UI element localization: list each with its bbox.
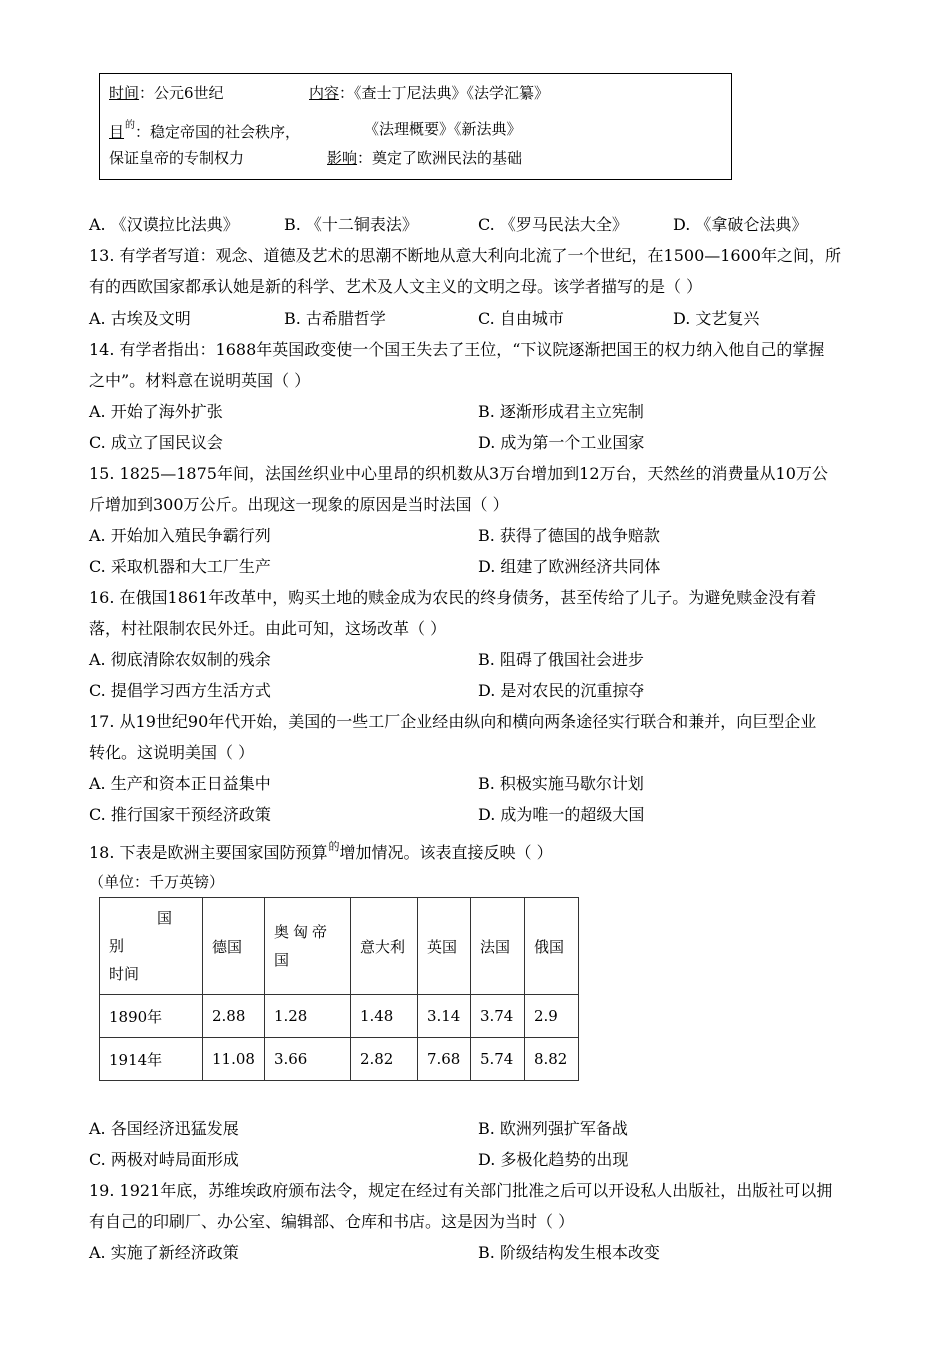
- q12-option-c: C. 《罗马民法大全》: [478, 215, 628, 234]
- table-row: [100, 995, 579, 1038]
- corner-country-char: 国: [157, 909, 173, 927]
- q18-option-c: C. 两极对峙局面形成: [89, 1150, 239, 1169]
- q15-stem-line-1: 15. 1825—1875年间，法国丝织业中心里昂的织机数从3万台增加到12万台，天然丝的消费量从10万公: [89, 464, 828, 483]
- q13-option-d: D. 文艺复兴: [673, 309, 760, 328]
- q18-stem: [89, 838, 553, 863]
- q19-stem-line-1: 19. 1921年底，苏维埃政府颁布法令，规定在经过有关部门批准之后可以开设私人出版社，出版社可以拥: [89, 1181, 833, 1200]
- impact-value: ：奠定了欧洲民法的基础: [357, 149, 523, 167]
- q13-option-a: A. 古埃及文明: [89, 309, 191, 328]
- table-corner-cell: [100, 898, 203, 995]
- q17-stem-line-1: 17. 从19世纪90年代开始，美国的一些工厂企业经由纵向和横向两条途径实行联合和兼并，向巨型企业: [89, 712, 817, 731]
- q13-stem-line-2: 有的西欧国家都承认她是新的科学、艺术及人文主义的文明之母。该学者描写的是（ ）: [89, 277, 703, 296]
- q13-stem-line-1: 13. 有学者写道：观念、道德及艺术的思潮不断地从意大利向北流了一个世纪，在1500—1600年之间，所: [89, 246, 841, 265]
- q16-option-d: D. 是对农民的沉重掠夺: [478, 681, 645, 700]
- content-label: 内容: [309, 84, 340, 102]
- q16-option-c: C. 提倡学习西方生活方式: [89, 681, 271, 700]
- row-year-1890: 1890年: [100, 995, 203, 1038]
- q14-option-c: C. 成立了国民议会: [89, 433, 223, 452]
- q19-option-b: B. 阶级结构发生根本改变: [478, 1243, 660, 1262]
- time-value: ：公元6世纪: [139, 84, 224, 102]
- q14-stem-line-2: 之中”。材料意在说明英国（ ）: [89, 371, 311, 390]
- header-germany: 德国: [203, 898, 265, 995]
- q17-option-b: B. 积极实施马歇尔计划: [478, 774, 644, 793]
- purpose-row: [109, 116, 300, 142]
- header-britain: 英国: [417, 898, 470, 995]
- content-value-2: 《法理概要》《新法典》: [364, 120, 522, 138]
- q12-option-b: B. 《十二铜表法》: [284, 215, 418, 234]
- q18-option-d: D. 多极化趋势的出现: [478, 1150, 629, 1169]
- q13-option-b: B. 古希腊哲学: [284, 309, 386, 328]
- q15-option-a: A. 开始加入殖民争霸行列: [89, 526, 271, 545]
- q14-option-b: B. 逐渐形成君主立宪制: [478, 402, 644, 421]
- table-cell: 11.08: [203, 1038, 265, 1081]
- header-austria-hungary: [264, 898, 350, 995]
- corner-time-label: 时间: [109, 965, 140, 983]
- q18-unit-note: （单位：千万英镑）: [89, 873, 225, 891]
- q19-stem-line-2: 有自己的印刷厂、办公室、编辑部、仓库和书店。这是因为当时（ ）: [89, 1212, 575, 1231]
- header-italy: 意大利: [350, 898, 417, 995]
- time-label: 时间: [109, 84, 140, 102]
- q16-option-b: B. 阻碍了俄国社会进步: [478, 650, 644, 669]
- purpose-row-2: [109, 147, 244, 168]
- q14-stem-line-1: 14. 有学者指出：1688年英国政变使一个国王失去了王位，“下议院逐渐把国王的权力纳入他自己的掌握: [89, 340, 825, 359]
- table-cell: 1.28: [264, 995, 350, 1038]
- q16-option-a: A. 彻底清除农奴制的残余: [89, 650, 271, 669]
- table-cell: 7.68: [417, 1038, 470, 1081]
- roman-law-info-box: [99, 73, 732, 180]
- q16-stem-line-2: 落，村社限制农民外迁。由此可知，这场改革（ ）: [89, 619, 447, 638]
- q15-option-d: D. 组建了欧洲经济共同体: [478, 557, 661, 576]
- q15-option-c: C. 采取机器和大工厂生产: [89, 557, 271, 576]
- q13-option-c: C. 自由城市: [478, 309, 564, 328]
- table-cell: 1.48: [350, 995, 417, 1038]
- content-row-2: [364, 118, 522, 139]
- q15-stem-line-2: 斤增加到300万公斤。出现这一现象的原因是当时法国（ ）: [89, 495, 509, 514]
- q17-option-c: C. 推行国家干预经济政策: [89, 805, 271, 824]
- table-cell: 8.82: [524, 1038, 578, 1081]
- header-france: 法国: [470, 898, 524, 995]
- impact-label: 影响: [327, 149, 358, 167]
- q17-option-d: D. 成为唯一的超级大国: [478, 805, 645, 824]
- table-row: [100, 1038, 579, 1081]
- table-cell: 2.9: [524, 995, 578, 1038]
- purpose-value: ：稳定帝国的社会秩序，: [135, 123, 301, 141]
- table-cell: 5.74: [470, 1038, 524, 1081]
- purpose-small-char: 的: [125, 120, 136, 131]
- q14-option-d: D. 成为第一个工业国家: [478, 433, 645, 452]
- table-cell: 3.14: [417, 995, 470, 1038]
- q18-stem-pre: 18. 下表是欧洲主要国家国防预算: [89, 843, 328, 862]
- purpose-label: 目: [109, 123, 125, 141]
- table-cell: 2.82: [350, 1038, 417, 1081]
- time-row: [109, 82, 224, 103]
- table-header-row: [100, 898, 579, 995]
- q18-stem-small-char: 的: [328, 840, 340, 853]
- defense-budget-table: [99, 897, 579, 1081]
- purpose-value-2: 保证皇帝的专制权力: [109, 149, 245, 167]
- q14-option-a: A. 开始了海外扩张: [89, 402, 223, 421]
- q18-option-b: B. 欧洲列强扩军备战: [478, 1119, 628, 1138]
- row-year-1914: 1914年: [100, 1038, 203, 1081]
- q16-stem-line-1: 16. 在俄国1861年改革中，购买土地的赎金成为农民的终身债务，甚至传给了儿子。为避免赎金没有着: [89, 588, 817, 607]
- content-row: [309, 82, 549, 103]
- header-russia: 俄国: [524, 898, 578, 995]
- table-cell: 3.66: [264, 1038, 350, 1081]
- corner-bie-char: 别: [109, 937, 125, 955]
- q15-option-b: B. 获得了德国的战争赔款: [478, 526, 660, 545]
- q18-stem-post: 增加情况。该表直接反映（ ）: [339, 843, 553, 862]
- q12-option-d: D. 《拿破仑法典》: [673, 215, 808, 234]
- impact-row: [327, 147, 522, 168]
- table-cell: 2.88: [203, 995, 265, 1038]
- header-austria-hungary-text: 奥匈帝国: [273, 923, 331, 969]
- q12-option-a: A. 《汉谟拉比法典》: [89, 215, 239, 234]
- content-value: ：《查士丁尼法典》《法学汇纂》: [339, 84, 550, 102]
- q18-option-a: A. 各国经济迅猛发展: [89, 1119, 239, 1138]
- q17-option-a: A. 生产和资本正日益集中: [89, 774, 271, 793]
- q19-option-a: A. 实施了新经济政策: [89, 1243, 239, 1262]
- table-cell: 3.74: [470, 995, 524, 1038]
- q17-stem-line-2: 转化。这说明美国（ ）: [89, 743, 255, 762]
